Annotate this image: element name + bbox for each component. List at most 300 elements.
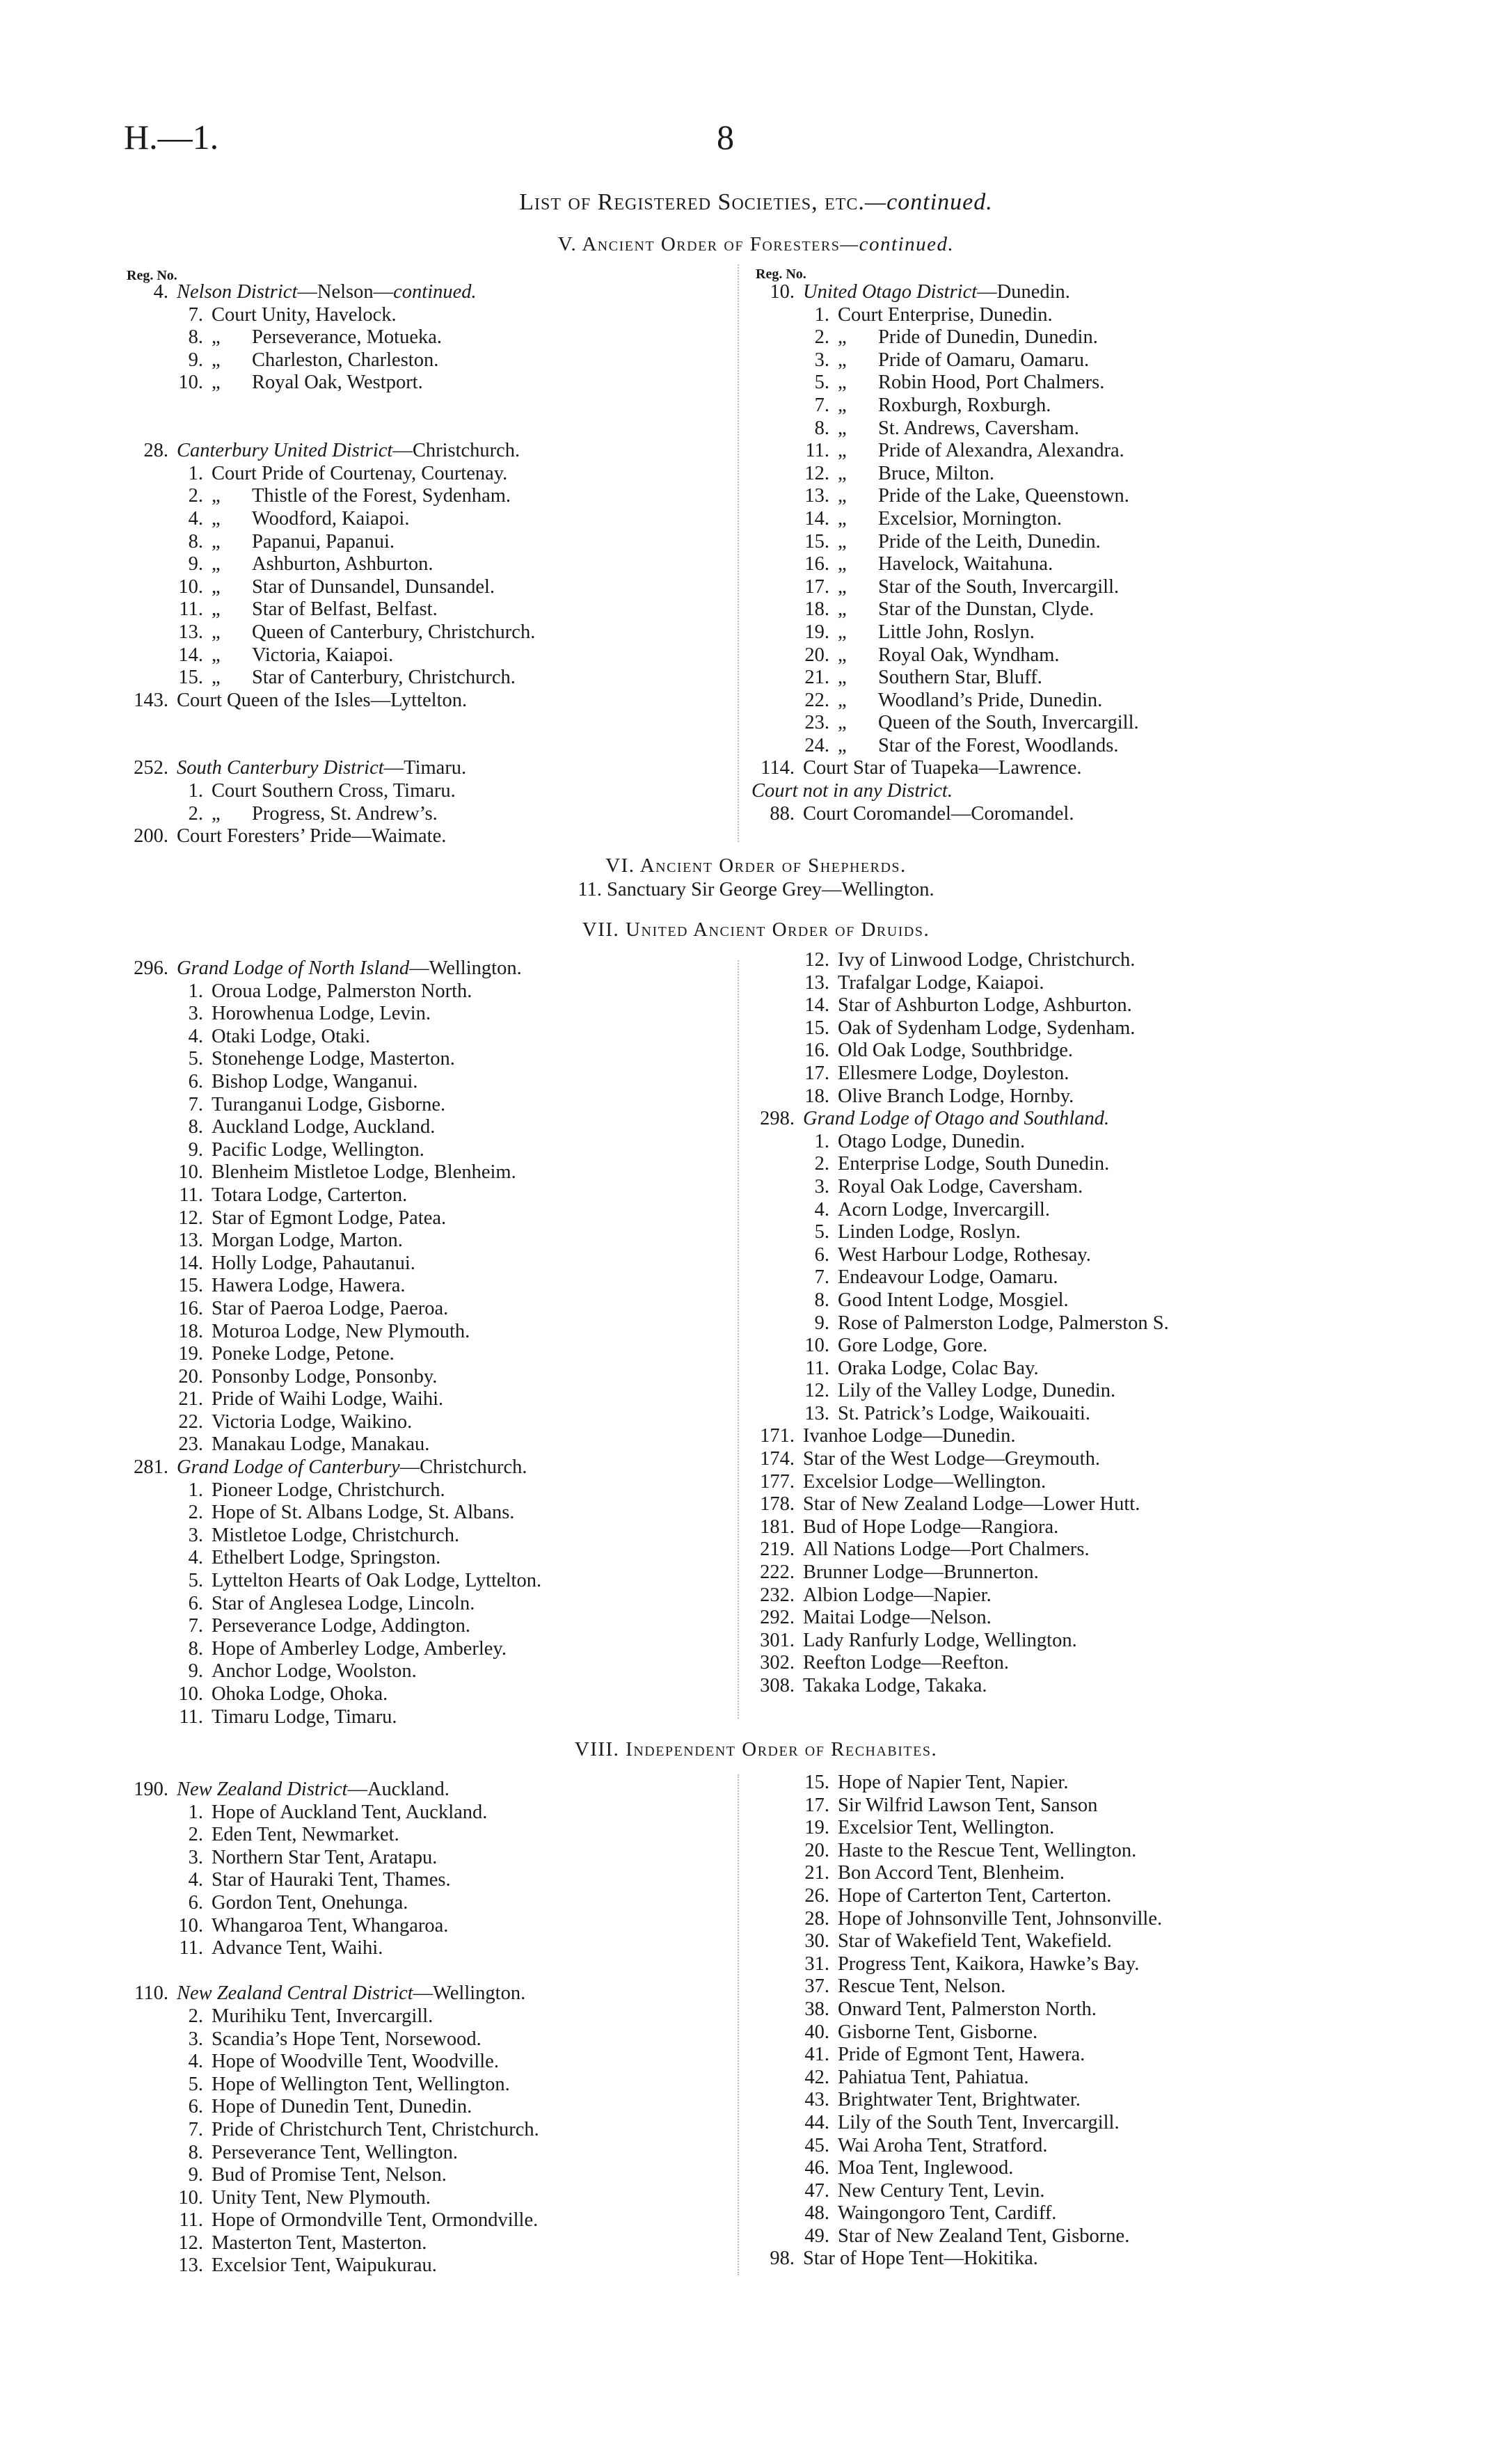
item-name: Ellesmere Lodge, Doyleston.: [838, 1062, 1069, 1084]
list-item: [125, 1479, 541, 1502]
item-name: Stonehenge Lodge, Masterton.: [212, 1048, 455, 1070]
item-number: 14.: [178, 1252, 203, 1274]
item-number: 28.: [804, 1907, 829, 1930]
ditto-mark: „: [212, 575, 221, 598]
reg-number: 4.: [153, 281, 168, 303]
reg-number: 232.: [760, 1584, 795, 1606]
reg-number: 308.: [760, 1675, 795, 1696]
item-number: 4.: [814, 1198, 829, 1220]
entry-name: Court Queen of the Isles—Lyttelton.: [177, 689, 468, 711]
ditto-mark: „: [212, 485, 221, 507]
register-entry: [751, 1108, 1169, 1131]
item-name: Hope of Amberley Lodge, Amberley.: [212, 1637, 507, 1660]
reg-number: 114.: [761, 757, 795, 779]
spacer: [125, 1960, 539, 1983]
item-number: 42.: [804, 2066, 829, 2088]
entry-name: Star of Hope Tent—Hokitika.: [803, 2248, 1038, 2270]
district-name: Nelson District: [177, 281, 298, 303]
item-number: 9.: [188, 349, 203, 371]
list-item: [125, 980, 541, 1003]
item-name: Pride of Waihi Lodge, Waihi.: [212, 1388, 444, 1410]
item-number: 12.: [804, 949, 829, 971]
item-name: Oroua Lodge, Palmerston North.: [212, 980, 472, 1002]
item-number: 10.: [804, 1335, 829, 1357]
list-item: [125, 2255, 539, 2277]
list-item: [125, 1343, 541, 1366]
item-name: Royal Oak, Westport.: [252, 372, 423, 394]
item-number: 49.: [804, 2225, 829, 2247]
register-entry: [751, 803, 1139, 826]
item-name: Bishop Lodge, Wanganui.: [212, 1070, 418, 1092]
list-item: [751, 1244, 1169, 1267]
item-number: 41.: [804, 2044, 829, 2066]
reg-number: 88.: [770, 802, 795, 825]
list-item: [751, 1335, 1169, 1358]
ditto-mark: „: [212, 530, 221, 552]
item-name: Moa Tent, Inglewood.: [838, 2157, 1014, 2179]
register-entry: [125, 1456, 541, 1479]
item-name: Mistletoe Lodge, Christchurch.: [212, 1524, 460, 1546]
ditto-mark: „: [212, 598, 221, 621]
item-number: 8.: [188, 530, 203, 552]
ditto-mark: „: [838, 326, 847, 349]
list-item: [125, 1502, 541, 1525]
item-name: Rescue Tent, Nelson.: [838, 1975, 1006, 1998]
item-name: Perseverance Lodge, Addington.: [212, 1615, 470, 1637]
item-number: 21.: [804, 1862, 829, 1884]
item-number: 5.: [814, 372, 829, 394]
item-number: 2.: [188, 2005, 203, 2027]
section-heading-druids: VII. United Ancient Order of Druids.: [582, 919, 930, 941]
list-item: [751, 531, 1139, 554]
item-name: Ethelbert Lodge, Springston.: [212, 1547, 441, 1569]
list-item: [751, 690, 1139, 713]
item-number: 13.: [178, 2255, 203, 2277]
spacer: [125, 395, 535, 418]
list-item: [125, 803, 535, 826]
item-name: Star of Ashburton Lodge, Ashburton.: [838, 994, 1132, 1017]
list-item: [751, 994, 1169, 1017]
item-name: Victoria Lodge, Waikino.: [212, 1410, 413, 1433]
reg-number: 281.: [134, 1456, 168, 1479]
item-name: Otago Lodge, Dunedin.: [838, 1130, 1026, 1152]
item-name: Robin Hood, Port Chalmers.: [878, 372, 1105, 394]
list-item: [125, 1275, 541, 1298]
spacer: [125, 418, 535, 440]
ditto-mark: „: [838, 394, 847, 416]
list-item: [751, 1403, 1169, 1426]
item-number: 4.: [188, 1547, 203, 1569]
list-item: [125, 304, 535, 327]
list-item: [125, 2209, 539, 2232]
item-name: Star of New Zealand Tent, Gisborne.: [838, 2225, 1130, 2247]
ditto-mark: „: [212, 349, 221, 371]
item-name: Poneke Lodge, Petone.: [212, 1343, 395, 1365]
item-name: Rose of Palmerston Lodge, Palmerston S.: [838, 1312, 1169, 1334]
item-number: 13.: [804, 971, 829, 994]
district-name: Canterbury United District: [177, 440, 393, 462]
item-name: Star of the Dunstan, Clyde.: [878, 598, 1095, 621]
list-item: [751, 1862, 1162, 1885]
list-item: [751, 1998, 1162, 2021]
list-item: [751, 1358, 1169, 1381]
item-number: 2.: [814, 1153, 829, 1175]
list-item: [751, 1817, 1162, 1840]
item-number: 8.: [188, 1116, 203, 1138]
list-item: [125, 667, 535, 690]
item-number: 47.: [804, 2179, 829, 2202]
list-item: [125, 576, 535, 599]
reg-number: 298.: [760, 1108, 795, 1130]
district-name: New Zealand District: [177, 1779, 348, 1800]
item-number: 1.: [814, 1130, 829, 1152]
item-name: Old Oak Lodge, Southbridge.: [838, 1040, 1073, 1062]
item-name: Bud of Promise Tent, Nelson.: [212, 2164, 447, 2186]
register-entry: [125, 1982, 539, 2005]
item-number: 7.: [814, 394, 829, 416]
item-number: 16.: [178, 1297, 203, 1319]
item-name: Queen of Canterbury, Christchurch.: [252, 621, 536, 643]
item-name: Linden Lodge, Roslyn.: [838, 1221, 1021, 1243]
item-name: Victoria, Kaiapoi.: [252, 644, 394, 666]
item-name: Star of Dunsandel, Dunsandel.: [252, 575, 495, 598]
item-number: 14.: [178, 644, 203, 666]
list-item: [125, 1139, 541, 1162]
item-name: Gordon Tent, Onehunga.: [212, 1891, 408, 1914]
item-number: 18.: [804, 1085, 829, 1107]
item-number: 8.: [814, 417, 829, 439]
list-item: [125, 326, 535, 349]
item-name: Ashburton, Ashburton.: [252, 553, 433, 575]
list-item: [125, 2119, 539, 2142]
item-name: Lyttelton Hearts of Oak Lodge, Lyttelton.: [212, 1570, 542, 1592]
item-number: 37.: [804, 1975, 829, 1998]
list-item: [125, 1892, 539, 1915]
item-number: 20.: [804, 644, 829, 666]
list-item: [125, 508, 535, 531]
list-item: [125, 1593, 541, 1616]
ditto-mark: „: [212, 621, 221, 643]
item-number: 11.: [179, 1705, 203, 1728]
item-name: Excelsior, Mornington.: [878, 507, 1063, 530]
item-number: 9.: [188, 1138, 203, 1161]
item-number: 6.: [188, 1592, 203, 1614]
item-number: 12.: [178, 1207, 203, 1229]
item-number: 48.: [804, 2202, 829, 2225]
item-name: Lily of the South Tent, Invercargill.: [838, 2111, 1120, 2133]
reg-number: 143.: [134, 689, 168, 711]
district-name: New Zealand Central District: [177, 1982, 413, 2005]
item-number: 5.: [188, 1570, 203, 1592]
item-number: 7.: [188, 2118, 203, 2140]
ditto-mark: „: [212, 667, 221, 689]
item-number: 23.: [804, 712, 829, 734]
item-number: 17.: [804, 575, 829, 598]
item-number: 12.: [804, 1380, 829, 1402]
item-name: Oraka Lodge, Colac Bay.: [838, 1357, 1039, 1379]
item-number: 6.: [188, 2096, 203, 2118]
item-name: Sir Wilfrid Lawson Tent, Sanson: [838, 1794, 1098, 1816]
item-name: Perseverance, Motueka.: [252, 326, 443, 349]
entry-name: [795, 281, 1070, 303]
item-number: 11.: [805, 440, 829, 462]
item-number: 3.: [188, 1003, 203, 1025]
item-number: 1.: [188, 980, 203, 1002]
item-number: 7.: [188, 1615, 203, 1637]
list-item: [751, 735, 1139, 758]
item-number: 31.: [804, 1953, 829, 1975]
list-item: [751, 1772, 1162, 1795]
district-seat: —Nelson—: [297, 281, 394, 303]
item-number: 12.: [178, 2232, 203, 2254]
item-number: 10.: [178, 1914, 203, 1937]
list-item: [751, 1312, 1169, 1335]
entry-name: Lady Ranfurly Lodge, Wellington.: [803, 1629, 1077, 1651]
ditto-mark: „: [838, 553, 847, 575]
item-number: 7.: [188, 303, 203, 326]
ditto-mark: „: [212, 372, 221, 394]
list-item: [751, 949, 1169, 972]
item-name: Endeavour Lodge, Oamaru.: [838, 1266, 1058, 1289]
continued-label: continued.: [393, 281, 477, 303]
item-number: 4.: [188, 2051, 203, 2073]
item-number: 10.: [178, 2186, 203, 2209]
ditto-mark: „: [838, 507, 847, 530]
item-name: Thistle of the Forest, Sydenham.: [252, 485, 511, 507]
item-name: Star of Wakefield Tent, Wakefield.: [838, 1930, 1112, 1953]
item-number: 10.: [178, 575, 203, 598]
reg-number: 10.: [770, 281, 795, 303]
list-item: [125, 598, 535, 621]
ditto-mark: „: [838, 621, 847, 643]
item-name: Hawera Lodge, Hawera.: [212, 1275, 406, 1297]
item-number: 21.: [804, 667, 829, 689]
list-item: [125, 1298, 541, 1321]
item-name: Blenheim Mistletoe Lodge, Blenheim.: [212, 1161, 516, 1184]
item-number: 5.: [188, 2073, 203, 2095]
item-number: 15.: [804, 530, 829, 552]
district-name: South Canterbury District: [177, 757, 384, 779]
item-number: 8.: [814, 1289, 829, 1311]
list-item: [751, 485, 1139, 508]
item-number: 7.: [814, 1266, 829, 1289]
register-entry: [751, 1471, 1169, 1494]
register-entry: [751, 1652, 1169, 1675]
list-item: [751, 1199, 1169, 1222]
item-number: 5.: [814, 1221, 829, 1243]
list-item: [751, 1795, 1162, 1818]
item-number: 22.: [804, 689, 829, 711]
item-name: Woodland’s Pride, Dunedin.: [878, 689, 1103, 711]
druids-left-column: [125, 957, 541, 1728]
item-number: 6.: [814, 1243, 829, 1266]
item-name: Gisborne Tent, Gisborne.: [838, 2021, 1038, 2043]
list-item: [751, 576, 1139, 599]
item-number: 9.: [188, 2164, 203, 2186]
register-entry: [125, 440, 535, 463]
rechabites-left-column: [125, 1779, 539, 2277]
item-name: Auckland Lodge, Auckland.: [212, 1116, 436, 1138]
item-number: 9.: [188, 1660, 203, 1683]
register-entry: [751, 1425, 1169, 1448]
item-number: 2.: [188, 485, 203, 507]
item-name: Gore Lodge, Gore.: [838, 1335, 988, 1357]
item-number: 19.: [178, 1343, 203, 1365]
ditto-mark: „: [838, 689, 847, 711]
list-item: [125, 1184, 541, 1207]
reg-no-label-left: Reg. No.: [127, 268, 177, 283]
entry-name: [168, 440, 520, 461]
list-item: [125, 1388, 541, 1411]
item-name: Court Enterprise, Dunedin.: [838, 303, 1053, 326]
ditto-mark: „: [838, 712, 847, 734]
reg-number: 302.: [760, 1652, 795, 1674]
spacer: [125, 712, 535, 735]
item-number: 6.: [188, 1891, 203, 1914]
item-number: 44.: [804, 2111, 829, 2133]
list-item: [125, 2142, 539, 2165]
item-name: Pacific Lodge, Wellington.: [212, 1138, 424, 1161]
item-name: Pride of Christchurch Tent, Christchurch.: [212, 2118, 539, 2140]
item-name: Roxburgh, Roxburgh.: [878, 394, 1051, 416]
list-item: [125, 1525, 541, 1548]
list-item: [125, 1937, 539, 1960]
list-item: [751, 1908, 1162, 1931]
item-name: Hope of Johnsonville Tent, Johnsonville.: [838, 1907, 1163, 1930]
shepherds-entry: 11. Sanctuary Sir George Grey—Wellington.: [578, 879, 934, 900]
list-item: [125, 2005, 539, 2028]
ditto-mark: „: [212, 507, 221, 530]
list-item: [751, 2021, 1162, 2044]
subheading: [751, 780, 1139, 803]
subheading-text: Court not in any District.: [751, 780, 953, 802]
list-item: [125, 1411, 541, 1434]
list-item: [751, 372, 1139, 395]
item-name: Star of Egmont Lodge, Patea.: [212, 1207, 447, 1229]
item-name: Star of Paeroa Lodge, Paeroa.: [212, 1297, 449, 1319]
item-name: Unity Tent, New Plymouth.: [212, 2186, 431, 2209]
register-entry: [125, 281, 535, 304]
list-item: [751, 1017, 1169, 1040]
item-name: Brightwater Tent, Brightwater.: [838, 2089, 1081, 2111]
item-number: 13.: [178, 621, 203, 643]
list-item: [751, 1289, 1169, 1312]
item-number: 13.: [804, 485, 829, 507]
item-number: 9.: [814, 1312, 829, 1334]
list-item: [751, 598, 1139, 621]
item-name: Star of the South, Invercargill.: [878, 575, 1120, 598]
item-number: 15.: [804, 1772, 829, 1793]
list-item: [751, 1975, 1162, 1998]
list-item: [125, 1207, 541, 1230]
list-item: [125, 1824, 539, 1847]
entry-name: All Nations Lodge—Port Chalmers.: [803, 1538, 1090, 1561]
ditto-mark: „: [838, 417, 847, 439]
list-item: [751, 1930, 1162, 1953]
list-item: [125, 1161, 541, 1184]
item-number: 21.: [178, 1388, 203, 1410]
item-name: Star of Hauraki Tent, Thames.: [212, 1869, 451, 1891]
entry-name: Bud of Hope Lodge—Rangiora.: [803, 1516, 1059, 1538]
list-item: [751, 349, 1139, 372]
item-name: Anchor Lodge, Woolston.: [212, 1660, 417, 1683]
item-number: 18.: [178, 1320, 203, 1342]
list-item: [125, 1547, 541, 1570]
list-item: [751, 463, 1139, 486]
list-item: [751, 1953, 1162, 1976]
list-item: [751, 1176, 1169, 1199]
list-item: [125, 372, 535, 395]
ditto-mark: „: [212, 326, 221, 349]
item-number: 1.: [188, 780, 203, 802]
list-item: [125, 1615, 541, 1638]
item-number: 11.: [179, 1937, 203, 1959]
item-number: 11.: [179, 1184, 203, 1206]
title-main: List of Registered Societies, etc.: [519, 189, 865, 215]
reg-number: 181.: [760, 1516, 795, 1538]
list-item: [125, 2028, 539, 2051]
item-name: Bon Accord Tent, Blenheim.: [838, 1862, 1065, 1884]
list-item: [751, 440, 1139, 463]
list-item: [125, 2232, 539, 2255]
list-item: [751, 1086, 1169, 1108]
item-name: Onward Tent, Palmerston North.: [838, 1998, 1097, 2020]
item-name: Star of the Forest, Woodlands.: [878, 734, 1119, 756]
item-number: 3.: [188, 1846, 203, 1868]
item-name: Hope of Ormondville Tent, Ormondville.: [212, 2209, 539, 2232]
item-number: 20.: [804, 1839, 829, 1861]
list-item: [125, 2187, 539, 2210]
item-number: 8.: [188, 1637, 203, 1660]
ditto-mark: „: [212, 802, 221, 825]
item-number: 2.: [188, 1502, 203, 1524]
list-item: [125, 553, 535, 576]
item-name: Northern Star Tent, Aratapu.: [212, 1846, 438, 1868]
register-entry: [751, 757, 1139, 780]
item-name: Bruce, Milton.: [878, 462, 995, 484]
item-name: Court Unity, Havelock.: [212, 303, 397, 326]
item-name: Excelsior Tent, Waipukurau.: [212, 2255, 437, 2277]
ditto-mark: „: [212, 553, 221, 575]
item-name: Ivy of Linwood Lodge, Christchurch.: [838, 949, 1136, 971]
reg-number: 301.: [760, 1629, 795, 1651]
district-name: Grand Lodge of North Island: [177, 957, 410, 979]
list-item: [125, 1230, 541, 1253]
item-name: Oak of Sydenham Lodge, Sydenham.: [838, 1017, 1136, 1039]
item-number: 26.: [804, 1884, 829, 1907]
item-number: 8.: [188, 2141, 203, 2163]
reg-number: 98.: [770, 2248, 795, 2270]
reg-number: 296.: [134, 957, 168, 979]
item-number: 1.: [814, 303, 829, 326]
entry-name: Brunner Lodge—Brunnerton.: [803, 1561, 1039, 1584]
district-seat: —Wellington.: [413, 1982, 526, 2005]
item-number: 1.: [188, 1479, 203, 1501]
item-name: Whangaroa Tent, Whangaroa.: [212, 1914, 449, 1937]
ditto-mark: „: [838, 372, 847, 394]
list-item: [751, 712, 1139, 735]
druids-right-column: [751, 949, 1169, 1698]
item-number: 10.: [178, 372, 203, 394]
item-number: 5.: [188, 1048, 203, 1070]
reg-number: 252.: [134, 757, 168, 779]
item-number: 24.: [804, 734, 829, 756]
item-name: Havelock, Waitahuna.: [878, 553, 1053, 575]
document-reference: H.—1.: [124, 118, 219, 157]
ditto-mark: „: [838, 440, 847, 462]
item-number: 10.: [178, 1161, 203, 1184]
list-item: [751, 2112, 1162, 2135]
